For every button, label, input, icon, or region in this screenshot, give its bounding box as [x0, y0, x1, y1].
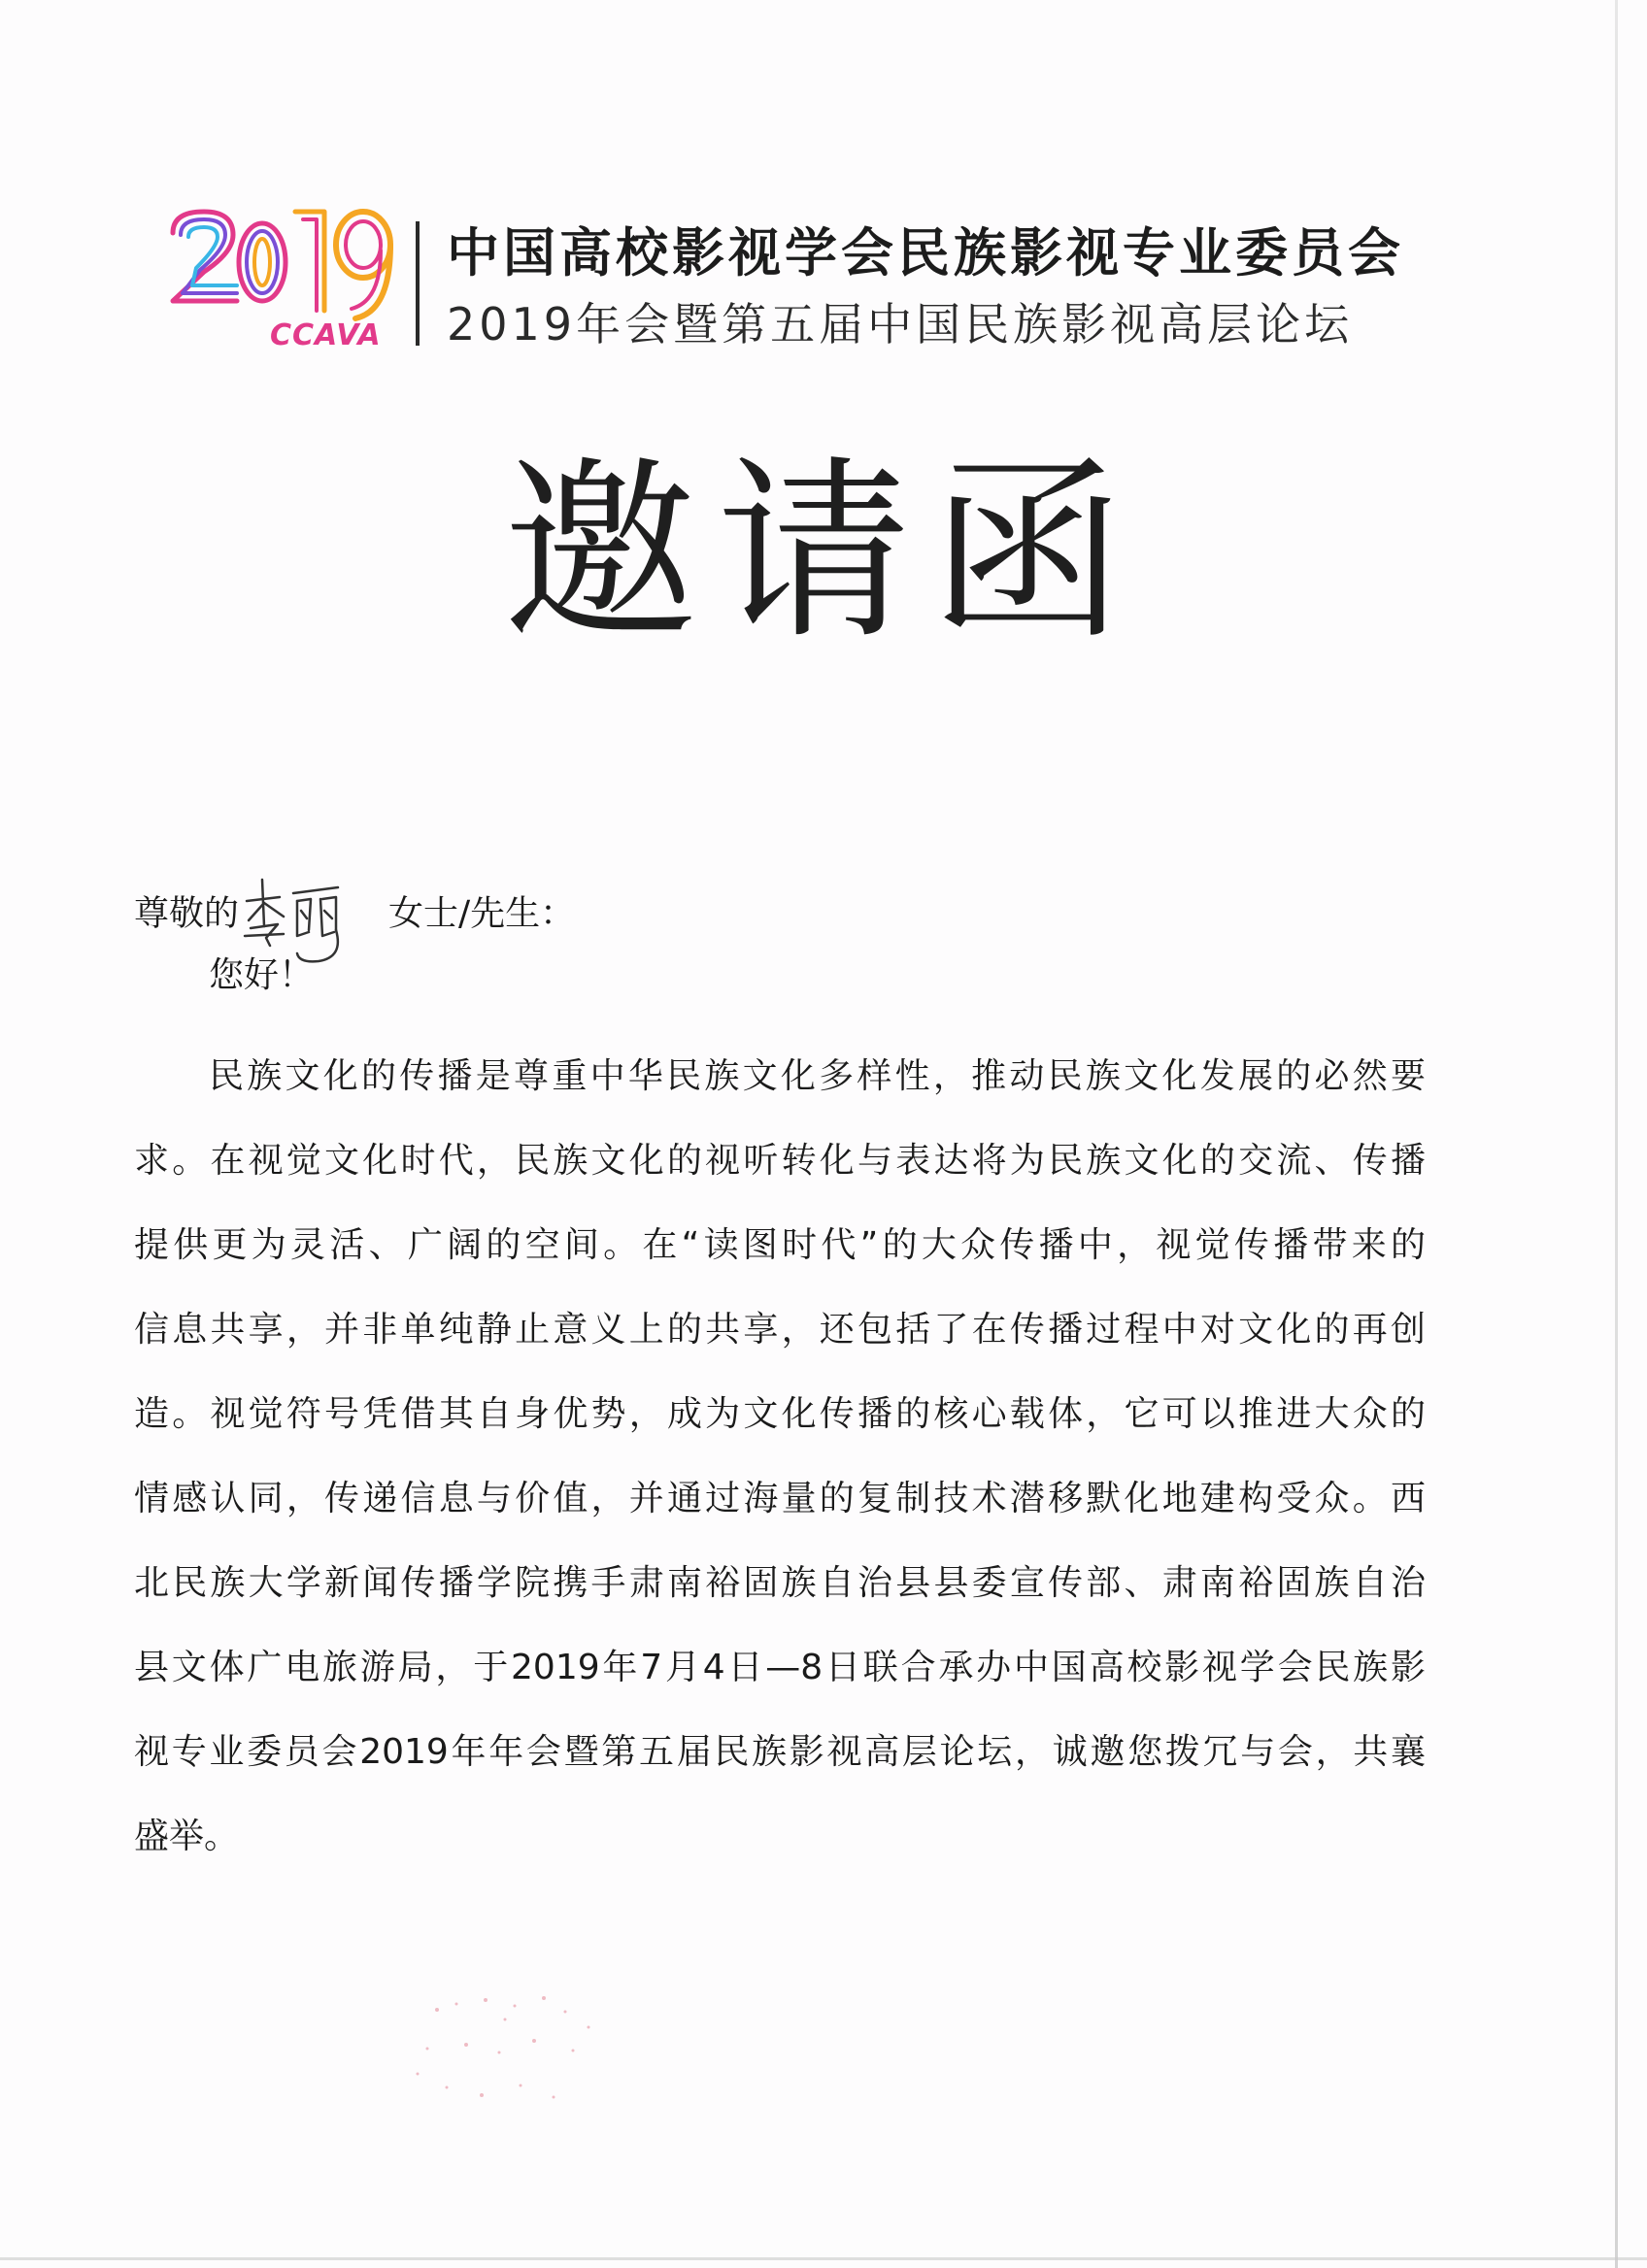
body-line: 民族文化的传播是尊重中华民族文化多样性，推动民族文化发展的必然要	[209, 1056, 1426, 1096]
body-line: 北民族大学新闻传播学院携手肃南裕固族自治县县委宣传部、肃南裕固族自治	[134, 1563, 1426, 1603]
greeting: 您好！	[209, 955, 315, 995]
salutation-prefix: 尊敬的	[134, 893, 240, 934]
body-line: 造。视觉符号凭借其自身优势，成为文化传播的核心载体，它可以推进大众的	[134, 1394, 1426, 1434]
faint-seal-trace-icon	[398, 1981, 612, 2126]
body-line: 县文体广电旅游局，于2019年7月4日—8日联合承办中国高校影视学会民族影	[134, 1648, 1426, 1687]
scan-edge-right	[1615, 0, 1618, 2268]
body-line: 情感认同，传递信息与价值，并通过海量的复制技术潜移默化地建构受众。西	[134, 1479, 1426, 1518]
letterhead	[165, 204, 1447, 359]
body-line: 视专业委员会2019年年会暨第五届民族影视高层论坛，诚邀您拨冗与会，共襄	[134, 1732, 1426, 1772]
salutation	[134, 862, 576, 934]
organization-title: 中国高校影视学会民族影视专业委员会	[447, 222, 1404, 284]
body-line: 求。在视觉文化时代，民族文化的视听转化与表达将为民族文化的交流、传播	[134, 1141, 1426, 1181]
scan-edge-bottom	[0, 2257, 1647, 2260]
invitation-body	[134, 1034, 1426, 1879]
event-title: 2019年会暨第五届中国民族影视高层论坛	[447, 298, 1354, 350]
body-line: 信息共享，并非单纯静止意义上的共享，还包括了在传播过程中对文化的再创	[134, 1310, 1426, 1350]
ccava-2019-logo-icon	[165, 204, 398, 359]
header-divider	[416, 221, 420, 346]
seal-trace-graphic	[398, 1981, 612, 2126]
body-line: 提供更为灵活、广阔的空间。在“读图时代”的大众传播中，视觉传播带来的	[134, 1225, 1426, 1265]
document-title: 邀请函	[502, 440, 1144, 666]
logo-caption: CCAVA	[270, 318, 382, 352]
salutation-suffix: 女士/先生：	[388, 893, 576, 934]
body-line: 盛举。	[134, 1817, 240, 1856]
